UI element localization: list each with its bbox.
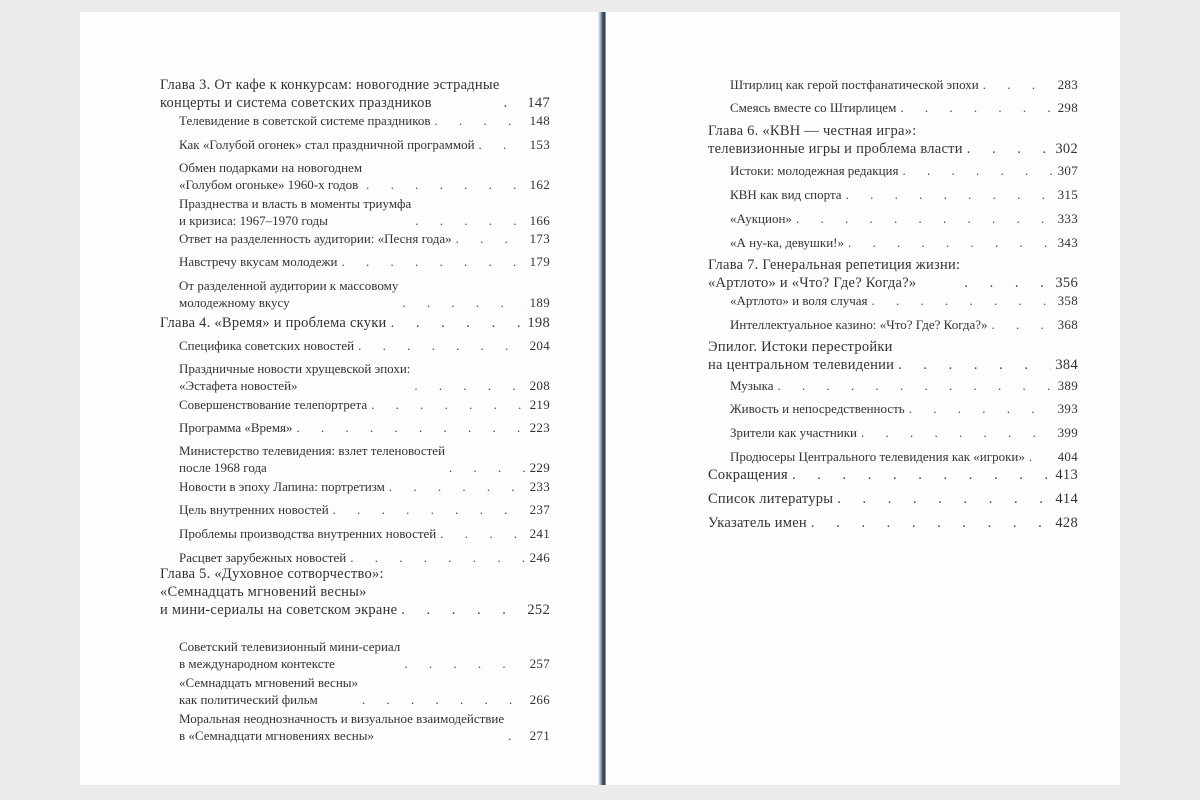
toc-page-number: 179	[529, 254, 550, 269]
right-page	[606, 12, 1120, 785]
toc-chapter-entry	[708, 256, 1078, 292]
toc-entry-title: Глава 3. От кафе к конкурсам: новогодние эстрадные концерты и система советских праздников	[160, 77, 500, 111]
toc-page-number: 219	[529, 397, 550, 412]
toc-page-number: 208	[529, 378, 550, 393]
toc-section-entry	[730, 316, 1078, 333]
toc-entry-title: Интеллектуальное казино: «Что? Где? Когда?»	[730, 317, 988, 332]
toc-section-entry	[179, 136, 550, 153]
toc-entry-title: Проблемы производства внутренних новостей	[179, 526, 437, 541]
toc-page-number: 246	[529, 550, 550, 565]
toc-section-entry	[179, 478, 550, 495]
toc-section-entry	[179, 525, 550, 542]
toc-entry-title: КВН как вид спорта	[730, 187, 842, 202]
toc-page-number: 399	[1057, 425, 1078, 440]
toc-section-entry	[179, 360, 550, 394]
dot-leader	[389, 478, 526, 495]
toc-section-entry	[179, 253, 550, 270]
toc-section-entry	[179, 396, 550, 413]
toc-page-number: 173	[529, 231, 550, 246]
dot-leader	[983, 76, 1054, 93]
toc-page-number: 404	[1057, 449, 1078, 464]
toc-entry-title: Телевидение в советской системе праздников	[179, 113, 431, 128]
toc-entry-title: Навстречу вкусам молодежи	[179, 254, 338, 269]
toc-entry-title: Глава 7. Генеральная репетиция жизни: «Артлото» и «Что? Где? Когда?»	[708, 257, 961, 291]
toc-section-entry	[730, 76, 1078, 93]
book-spine	[598, 12, 606, 785]
toc-section-entry	[179, 277, 550, 311]
toc-page-number: 358	[1057, 293, 1078, 308]
toc-entry-title: Глава 5. «Духовное сотворчество»: «Семнадцать мгновений весны» и мини-сериалы на советском экране	[160, 566, 398, 618]
toc-entry-title: От разделенной аудитории к массовому молодежному вкусу	[179, 278, 399, 310]
toc-entry-title: Глава 4. «Время» и проблема скуки	[160, 315, 387, 331]
toc-section-entry	[179, 159, 550, 193]
dot-leader	[342, 253, 526, 270]
toc-entry-title: Список литературы	[708, 491, 834, 507]
dot-leader	[1029, 448, 1054, 465]
toc-page-number: 384	[1055, 357, 1078, 373]
toc-page-number: 428	[1055, 515, 1078, 531]
toc-section-entry	[179, 112, 550, 129]
dot-leader	[449, 459, 526, 476]
toc-entry-title: Ответ на разделенность аудитории: «Песня года»	[179, 231, 452, 246]
dot-leader	[414, 377, 525, 394]
dot-leader	[358, 337, 526, 354]
dot-leader	[371, 396, 525, 413]
toc-entry-title: «Артлото» и воля случая	[730, 293, 868, 308]
dot-leader	[909, 400, 1054, 417]
toc-section-entry	[179, 442, 550, 476]
toc-chapter-entry	[160, 76, 550, 112]
toc-section-entry	[179, 549, 550, 566]
dot-leader	[504, 94, 524, 112]
dot-leader	[297, 419, 526, 436]
toc-page-number: 266	[529, 692, 550, 707]
toc-page-number: 257	[529, 656, 550, 671]
dot-leader	[366, 176, 526, 193]
toc-page-number: 343	[1057, 235, 1078, 250]
toc-section-entry	[730, 448, 1078, 465]
toc-entry-title: Советский телевизионный мини-сериал в международном контексте	[179, 639, 401, 671]
toc-page-number: 393	[1057, 401, 1078, 416]
toc-chapter-entry	[160, 314, 550, 332]
toc-entry-title: Моральная неоднозначность и визуальное взаимодействие в «Семнадцати мгновениях весны»	[179, 711, 505, 743]
dot-leader	[415, 212, 525, 229]
toc-section-entry	[730, 234, 1078, 251]
dot-leader	[792, 466, 1051, 484]
dot-leader	[967, 140, 1052, 158]
toc-entry-title: Праздничные новости хрущевской эпохи: «Эстафета новостей»	[179, 361, 411, 393]
toc-entry-title: Живость и непосредственность	[730, 401, 905, 416]
toc-chapter-entry	[708, 514, 1078, 532]
dot-leader	[796, 210, 1054, 227]
toc-chapter-entry	[708, 338, 1078, 374]
toc-section-entry	[730, 162, 1078, 179]
toc-entry-title: Новости в эпоху Лапина: портретизм	[179, 479, 385, 494]
dot-leader	[435, 112, 526, 129]
dot-leader	[404, 655, 525, 672]
toc-page-number: 356	[1055, 275, 1078, 291]
toc-entry-title: Специфика советских новостей	[179, 338, 355, 353]
dot-leader	[333, 501, 526, 518]
dot-leader	[811, 514, 1051, 532]
toc-page-number: 315	[1057, 187, 1078, 202]
toc-section-entry	[179, 501, 550, 518]
toc-entry-title: Празднества и власть в моменты триумфа и кризиса: 1967–1970 годы	[179, 196, 412, 228]
toc-entry-title: Как «Голубой огонек» стал праздничной программой	[179, 137, 475, 152]
dot-leader	[362, 691, 526, 708]
toc-page-number: 223	[529, 420, 550, 435]
toc-entry-title: Цель внутренних новостей	[179, 502, 329, 517]
book-spread	[80, 12, 1120, 785]
toc-section-entry	[730, 99, 1078, 116]
toc-section-entry	[730, 400, 1078, 417]
dot-leader	[391, 314, 524, 332]
toc-page-number: 147	[527, 95, 550, 111]
toc-entry-title: Смеясь вместе со Штирлицем	[730, 100, 897, 115]
dot-leader	[992, 316, 1054, 333]
left-page	[80, 12, 598, 785]
toc-entry-title: Совершенствование телепортрета	[179, 397, 368, 412]
toc-page-number: 233	[529, 479, 550, 494]
toc-page-number: 252	[527, 602, 550, 618]
toc-page-number: 153	[529, 137, 550, 152]
dot-leader	[900, 99, 1053, 116]
toc-entry-title: Глава 6. «КВН — честная игра»: телевизионные игры и проблема власти	[708, 123, 963, 157]
dot-leader	[861, 424, 1054, 441]
toc-entry-title: «Семнадцать мгновений весны» как политический фильм	[179, 675, 359, 707]
toc-page-number: 302	[1055, 141, 1078, 157]
toc-page-number: 298	[1057, 100, 1078, 115]
toc-section-entry	[179, 337, 550, 354]
toc-page-number: 189	[529, 295, 550, 310]
toc-section-entry	[730, 210, 1078, 227]
toc-entry-title: Расцвет зарубежных новостей	[179, 550, 347, 565]
toc-page-number: 166	[529, 213, 550, 228]
toc-section-entry	[730, 377, 1078, 394]
toc-page-number: 283	[1057, 77, 1078, 92]
dot-leader	[846, 186, 1054, 203]
toc-chapter-entry	[708, 122, 1078, 158]
toc-entry-title: Сокращения	[708, 467, 788, 483]
toc-section-entry	[179, 638, 550, 672]
dot-leader	[456, 230, 526, 247]
toc-section-entry	[179, 419, 550, 436]
dot-leader	[350, 549, 525, 566]
dot-leader	[872, 292, 1054, 309]
toc-page-number: 198	[527, 315, 550, 331]
toc-chapter-entry	[160, 565, 550, 619]
toc-page-number: 333	[1057, 211, 1078, 226]
toc-entry-title: Зрители как участники	[730, 425, 858, 440]
toc-section-entry	[179, 710, 550, 744]
toc-section-entry	[179, 230, 550, 247]
dot-leader	[778, 377, 1054, 394]
toc-page-number: 307	[1057, 163, 1078, 178]
toc-entry-title: Продюсеры Центрального телевидения как «игроки»	[730, 449, 1025, 464]
toc-entry-title: Обмен подарками на новогоднем «Голубом огоньке» 1960-х годов	[179, 160, 363, 192]
toc-page-number: 148	[529, 113, 550, 128]
toc-chapter-entry	[708, 490, 1078, 508]
dot-leader	[440, 525, 525, 542]
toc-page-number: 413	[1055, 467, 1078, 483]
toc-section-entry	[730, 186, 1078, 203]
toc-page-number: 414	[1055, 491, 1078, 507]
toc-entry-title: Эпилог. Истоки перестройки на центральном телевидении	[708, 339, 895, 373]
dot-leader	[848, 234, 1054, 251]
toc-entry-title: Музыка	[730, 378, 774, 393]
dot-leader	[898, 356, 1051, 374]
dot-leader	[479, 136, 526, 153]
toc-section-entry	[730, 424, 1078, 441]
toc-page-number: 204	[529, 338, 550, 353]
toc-page-number: 237	[529, 502, 550, 517]
dot-leader	[964, 274, 1051, 292]
toc-entry-title: Истоки: молодежная редакция	[730, 163, 899, 178]
toc-entry-title: Программа «Время»	[179, 420, 293, 435]
toc-entry-title: Министерство телевидения: взлет теленовостей после 1968 года	[179, 443, 446, 475]
toc-section-entry	[730, 292, 1078, 309]
toc-page-number: 229	[529, 460, 550, 475]
dot-leader	[837, 490, 1051, 508]
toc-page-number: 241	[529, 526, 550, 541]
toc-entry-title: «А ну-ка, девушки!»	[730, 235, 845, 250]
dot-leader	[903, 162, 1054, 179]
toc-page-number: 271	[529, 728, 550, 743]
toc-section-entry	[179, 674, 550, 708]
dot-leader	[401, 601, 523, 619]
toc-entry-title: Штирлиц как герой постфанатической эпохи	[730, 77, 979, 92]
toc-page-number: 389	[1057, 378, 1078, 393]
toc-entry-title: «Аукцион»	[730, 211, 792, 226]
toc-entry-title: Указатель имен	[708, 515, 807, 531]
dot-leader	[402, 294, 525, 311]
toc-page-number: 162	[529, 177, 550, 192]
dot-leader	[508, 727, 525, 744]
toc-chapter-entry	[708, 466, 1078, 484]
toc-section-entry	[179, 195, 550, 229]
toc-page-number: 368	[1057, 317, 1078, 332]
